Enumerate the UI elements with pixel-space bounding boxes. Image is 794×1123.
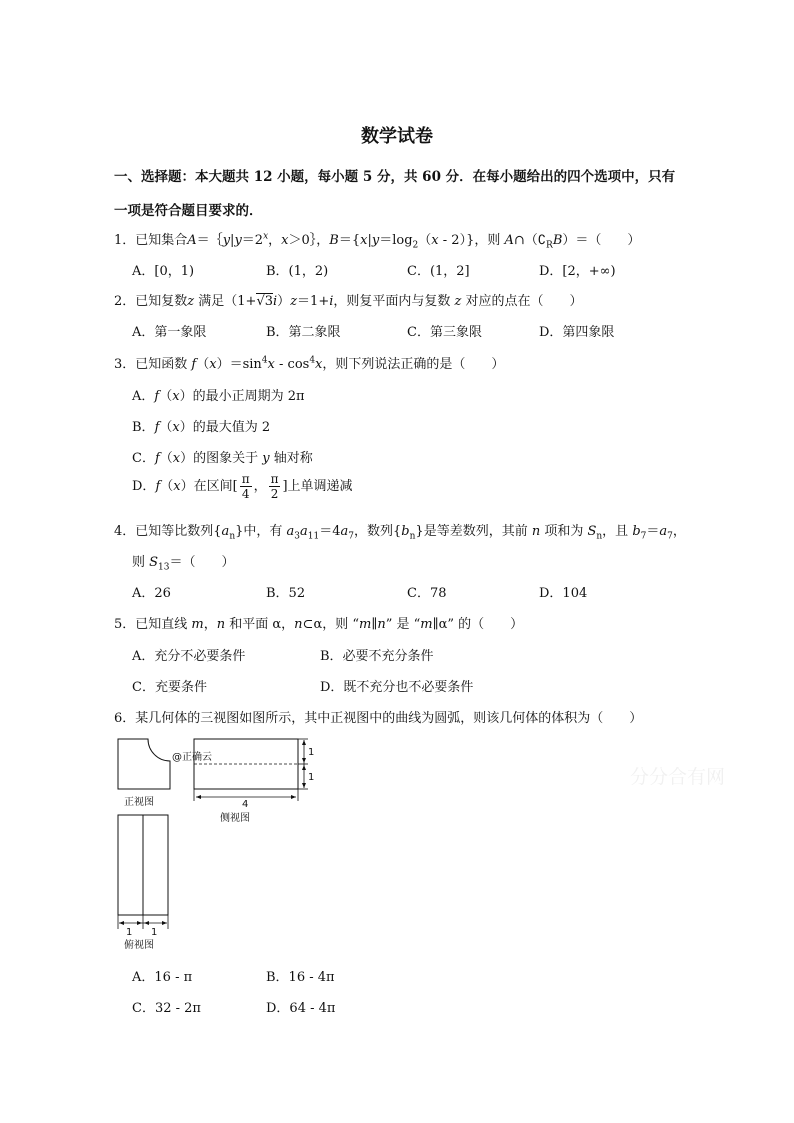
q2-option-c: C．第三象限 <box>407 325 482 340</box>
dim-label-1-left: 1 <box>126 927 133 938</box>
q1-option-d: D．[2，+∞) <box>539 264 616 279</box>
q5-option-c: C．充要条件 <box>132 680 207 695</box>
question-2: 2．已知复数z 满足（1+√3i）z＝1+i，则复平面内与复数 z 对应的点在（ ） <box>114 294 583 309</box>
q6-option-d: D．64 - 4π <box>266 1001 336 1016</box>
q4-option-a: A．26 <box>132 586 171 601</box>
q3-option-b: B．f（x）的最大值为 2 <box>132 420 271 435</box>
dim-label-1-bottom: 1 <box>308 772 315 783</box>
q1-option-b: B．(1，2) <box>266 264 329 279</box>
top-view-label: 俯视图 <box>124 940 154 951</box>
q5-option-a: A．充分不必要条件 <box>132 649 246 664</box>
dim-label-4: 4 <box>242 799 249 810</box>
question-3: 3．已知函数 $f(x)=\sin^4x - \cos^4x$，则下列说法正确的是（ ） <box>114 355 505 372</box>
q1-option-a: A．[0，1) <box>132 264 195 279</box>
q1-option-c: C．(1，2] <box>407 264 470 279</box>
three-view-figure <box>110 735 330 960</box>
q5-option-d: D．既不充分也不必要条件 <box>320 680 474 695</box>
q6-option-a: A．16 - π <box>132 970 193 985</box>
dim-label-1-right: 1 <box>151 927 158 938</box>
front-view-label: 正视图 <box>124 797 154 808</box>
q3-option-a: A．f（x）的最小正周期为 2π <box>132 389 305 404</box>
q3-option-c: C．f（x）的图象关于 y 轴对称 <box>132 451 313 466</box>
question-4: 4．已知等比数列$\{a_n\}$中，有 $a_3a_{11}=4a_7$，数列$\{b_n\}$是等差数列，其前 n 项和为 $S_n$，且 $b_7=a_7$， <box>114 524 686 542</box>
question-1: 1．已知集合$A=\{y|y=2^x$，x＞0｝，$B=\{x|y=\log_2(x - 2)\}$，则 $A\cap(∁_RB)=$（ ） <box>114 231 641 251</box>
question-4-cont: 则 $S_{13}=$（ ） <box>132 555 235 573</box>
question-5: 5．已知直线 m，n 和平面 α，n⊂α，则 “m∥n” 是 “m∥α” 的（ ） <box>114 617 524 632</box>
q4-option-b: B．52 <box>266 586 306 601</box>
q6-option-c: C．32 - 2π <box>132 1001 201 1016</box>
page-title: 数学试卷 <box>361 126 433 147</box>
dim-label-1-top: 1 <box>308 747 315 758</box>
front-view-shape <box>118 739 170 789</box>
section-heading: 一、选择题：本大题共 12 小题，每小题 5 分，共 60 分．在每小题给出的四个选项中，只有 <box>114 169 676 185</box>
q2-option-b: B．第二象限 <box>266 325 341 340</box>
q6-option-b: B．16 - 4π <box>266 970 335 985</box>
watermark: 分分合有网 <box>630 766 726 788</box>
side-view-label: 侧视图 <box>220 813 250 824</box>
section-heading-cont: 一项是符合题目要求的． <box>114 203 263 219</box>
q4-option-c: C．78 <box>407 586 447 601</box>
q3-option-d: D．f（x）在区间[ $\frac{\pi}{4}$ ， $\frac{\pi}{2}$ ]上单调递减 <box>132 472 353 501</box>
q2-option-d: D．第四象限 <box>539 325 615 340</box>
question-6: 6．某几何体的三视图如图所示，其中正视图中的曲线为圆弧，则该几何体的体积为（ ） <box>114 711 643 726</box>
q2-option-a: A．第一象限 <box>132 325 207 340</box>
brand-mark: @正确云 <box>172 752 212 763</box>
q5-option-b: B．必要不充分条件 <box>320 649 434 664</box>
q4-option-d: D．104 <box>539 586 588 601</box>
